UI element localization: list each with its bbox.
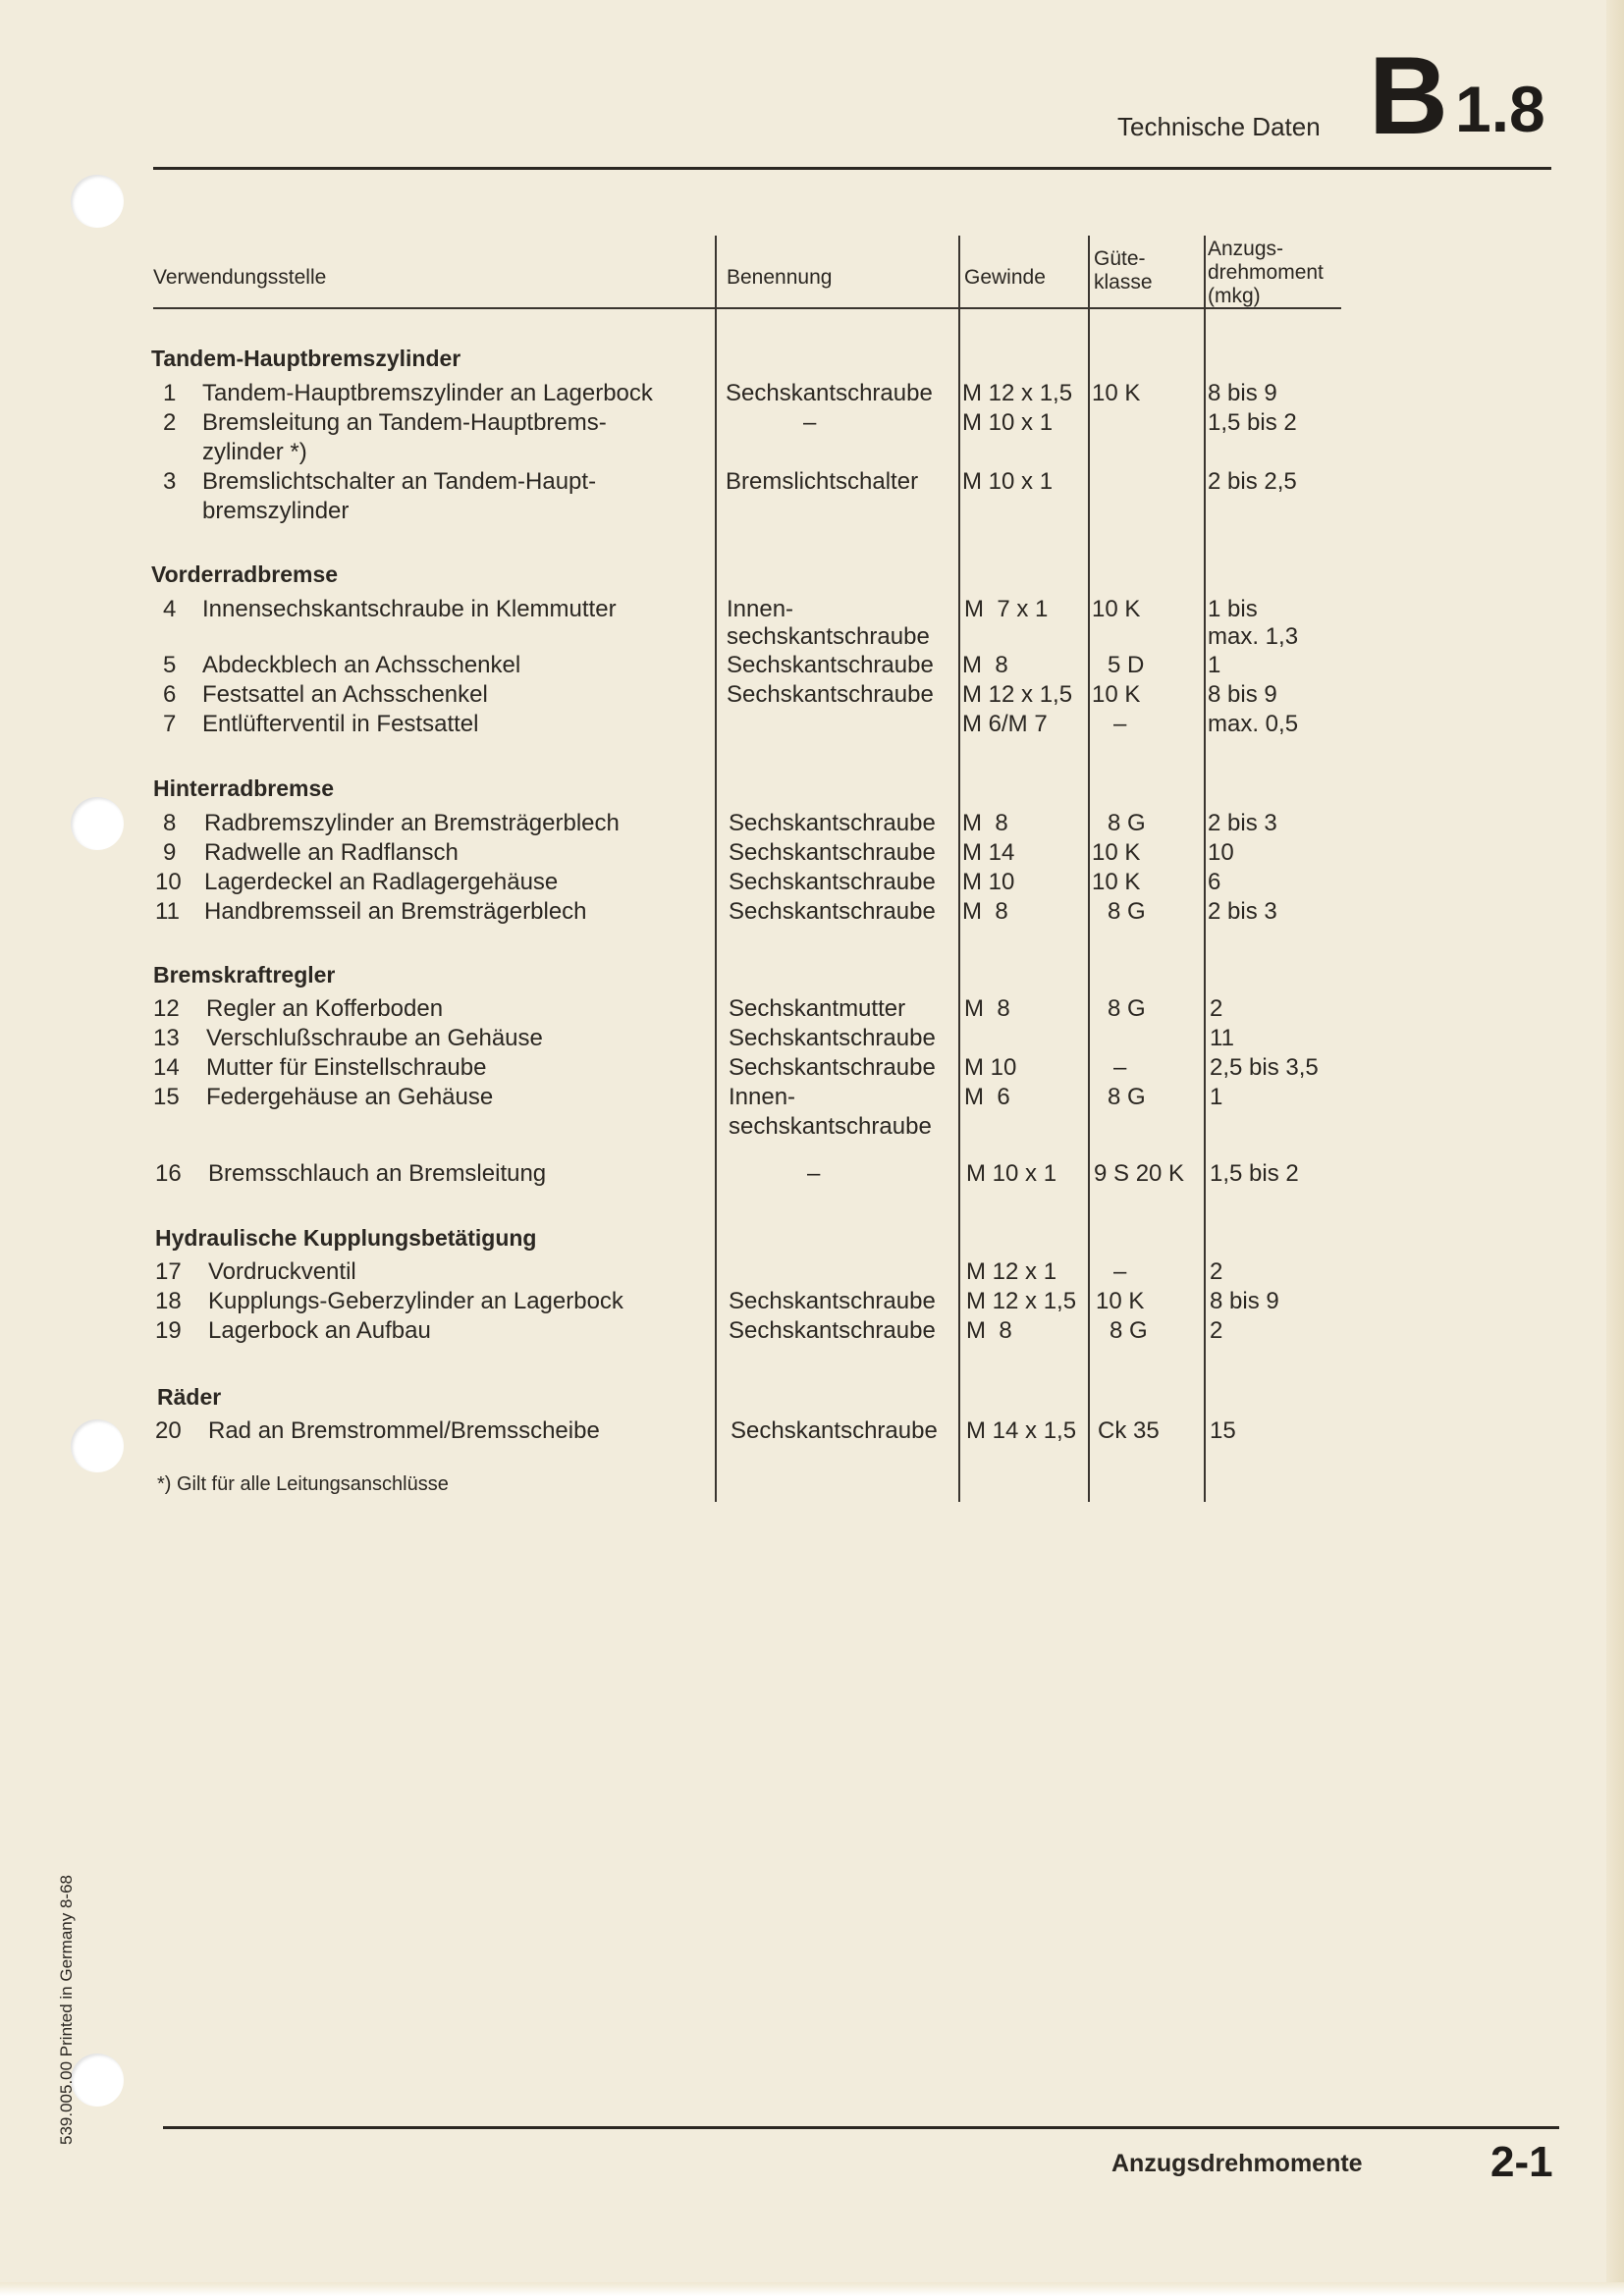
row-guete: 5 D xyxy=(1108,652,1145,678)
column-header-gewinde: Gewinde xyxy=(964,266,1046,289)
row-benennung: sechskantschraube xyxy=(729,1113,932,1140)
header-title: Technische Daten xyxy=(1117,112,1321,141)
row-moment: 1,5 bis 2 xyxy=(1210,1160,1299,1187)
row-moment: 11 xyxy=(1210,1025,1234,1051)
row-guete: 10 K xyxy=(1092,681,1141,708)
row-moment: 2 bis 2,5 xyxy=(1208,468,1297,495)
row-benennung: Innen- xyxy=(729,1084,796,1110)
row-gewinde: M 14 xyxy=(962,839,1015,866)
row-benennung: Sechskantschraube xyxy=(729,1054,936,1081)
page-number: 2-1 xyxy=(1490,2138,1553,2186)
row-description: Handbremsseil an Bremsträgerblech xyxy=(204,898,587,925)
row-moment: 1 xyxy=(1210,1084,1223,1110)
row-guete: 8 G xyxy=(1108,1084,1146,1110)
row-number: 16 xyxy=(155,1160,182,1187)
row-description: Federgehäuse an Gehäuse xyxy=(206,1084,494,1110)
row-moment: 2 bis 3 xyxy=(1208,898,1277,925)
section-heading-tandem: Tandem-Hauptbremszylinder xyxy=(151,346,461,371)
row-moment: 10 xyxy=(1208,839,1234,866)
row-number: 14 xyxy=(153,1054,180,1081)
row-guete: – xyxy=(1113,1054,1127,1081)
row-number: 8 xyxy=(163,810,177,836)
row-moment: max. 0,5 xyxy=(1208,711,1299,737)
row-guete: Ck 35 xyxy=(1098,1417,1160,1444)
row-benennung: Bremslichtschalter xyxy=(726,468,919,495)
row-moment: 8 bis 9 xyxy=(1208,380,1277,406)
row-benennung: – xyxy=(803,409,817,436)
row-description: Verschlußschraube an Gehäuse xyxy=(206,1025,543,1051)
section-heading-kupplung: Hydraulische Kupplungsbetätigung xyxy=(155,1225,537,1251)
row-number: 9 xyxy=(163,839,177,866)
row-gewinde: M 10 x 1 xyxy=(962,409,1054,436)
row-guete: 9 S 20 K xyxy=(1094,1160,1185,1187)
row-number: 2 xyxy=(163,409,177,436)
row-gewinde: M 10 xyxy=(962,869,1015,895)
row-description: Radbremszylinder an Bremsträgerblech xyxy=(204,810,620,836)
row-benennung: Sechskantschraube xyxy=(731,1417,938,1444)
column-header-guete: Güte- klasse xyxy=(1094,247,1153,294)
punch-hole xyxy=(71,2054,124,2107)
row-benennung: Sechskantschraube xyxy=(729,1025,936,1051)
row-moment: max. 1,3 xyxy=(1208,623,1299,650)
row-description: Lagerbock an Aufbau xyxy=(208,1317,431,1344)
row-benennung: Sechskantschraube xyxy=(729,810,936,836)
row-number: 5 xyxy=(163,652,177,678)
row-gewinde: M 8 xyxy=(962,810,1008,836)
row-description: Entlüfterventil in Festsattel xyxy=(202,711,479,737)
row-gewinde: M 6/M 7 xyxy=(962,711,1048,737)
header-section-number: 1.8 xyxy=(1455,73,1545,145)
section-heading-raeder: Räder xyxy=(157,1384,222,1410)
bottom-edge xyxy=(0,2282,1624,2296)
row-benennung: Sechskantschraube xyxy=(727,652,934,678)
print-info: 539.005.00 Printed in Germany 8-68 xyxy=(57,1874,76,2145)
column-divider xyxy=(1204,236,1206,1502)
column-divider xyxy=(958,236,960,1502)
row-description: Abdeckblech an Achsschenkel xyxy=(202,652,521,678)
row-number: 6 xyxy=(163,681,177,708)
column-divider xyxy=(1088,236,1090,1502)
section-heading-vorderradbremse: Vorderradbremse xyxy=(151,561,339,587)
row-description: Bremsleitung an Tandem-Hauptbrems- xyxy=(202,409,607,436)
row-moment: 2 xyxy=(1210,995,1223,1022)
row-description: Radwelle an Radflansch xyxy=(204,839,459,866)
row-benennung: – xyxy=(807,1160,821,1187)
row-benennung: Sechskantmutter xyxy=(729,995,906,1022)
row-moment: 2,5 bis 3,5 xyxy=(1210,1054,1319,1081)
row-benennung: Innen- xyxy=(727,596,794,622)
row-description: Mutter für Einstellschraube xyxy=(206,1054,487,1081)
row-gewinde: M 12 x 1 xyxy=(966,1258,1057,1285)
row-gewinde: M 12 x 1,5 xyxy=(966,1288,1077,1314)
header-section-letter: B xyxy=(1369,34,1448,157)
row-description: Innensechskantschraube in Klemmutter xyxy=(202,596,617,622)
section-heading-hinterradbremse: Hinterradbremse xyxy=(153,775,335,801)
row-gewinde: M 10 xyxy=(964,1054,1017,1081)
punch-hole xyxy=(71,175,124,228)
row-moment: 2 bis 3 xyxy=(1208,810,1277,836)
row-gewinde: M 8 xyxy=(962,898,1008,925)
row-benennung: Sechskantschraube xyxy=(729,1317,936,1344)
row-benennung: Sechskantschraube xyxy=(729,1288,936,1314)
row-benennung: Sechskantschraube xyxy=(727,681,934,708)
row-number: 7 xyxy=(163,711,177,737)
row-number: 18 xyxy=(155,1288,182,1314)
footer-rule xyxy=(163,2126,1559,2129)
row-gewinde: M 14 x 1,5 xyxy=(966,1417,1077,1444)
row-description: Kupplungs-Geberzylinder an Lagerbock xyxy=(208,1288,623,1314)
header-rule xyxy=(153,167,1551,170)
row-moment: 8 bis 9 xyxy=(1208,681,1277,708)
row-description: Lagerdeckel an Radlagergehäuse xyxy=(204,869,559,895)
row-gewinde: M 8 xyxy=(964,995,1010,1022)
row-benennung: Sechskantschraube xyxy=(729,869,936,895)
row-gewinde: M 12 x 1,5 xyxy=(962,681,1073,708)
row-gewinde: M 10 x 1 xyxy=(966,1160,1057,1187)
row-moment: 1,5 bis 2 xyxy=(1208,409,1297,436)
footnote: *) Gilt für alle Leitungsanschlüsse xyxy=(157,1473,449,1495)
row-guete: 8 G xyxy=(1108,995,1146,1022)
row-description: Vordruckventil xyxy=(208,1258,356,1285)
row-guete: 10 K xyxy=(1096,1288,1145,1314)
row-benennung: Sechskantschraube xyxy=(729,839,936,866)
column-header-anzugsdrehmoment: Anzugs- drehmoment (mkg) xyxy=(1208,238,1324,307)
row-description: zylinder *) xyxy=(202,439,307,465)
row-description: bremszylinder xyxy=(202,498,350,524)
row-gewinde: M 10 x 1 xyxy=(962,468,1054,495)
row-moment: 2 xyxy=(1210,1258,1223,1285)
footer-title: Anzugsdrehmomente xyxy=(1111,2150,1363,2177)
row-moment: 2 xyxy=(1210,1317,1223,1344)
row-gewinde: M 8 xyxy=(962,652,1008,678)
row-description: Bremsschlauch an Bremsleitung xyxy=(208,1160,547,1187)
row-guete: 8 G xyxy=(1110,1317,1148,1344)
row-gewinde: M 8 xyxy=(966,1317,1012,1344)
row-number: 10 xyxy=(155,869,182,895)
row-number: 3 xyxy=(163,468,177,495)
row-description: Festsattel an Achsschenkel xyxy=(202,681,488,708)
row-number: 20 xyxy=(155,1417,182,1444)
row-number: 12 xyxy=(153,995,180,1022)
row-moment: 6 xyxy=(1208,869,1221,895)
row-benennung: Sechskantschraube xyxy=(729,898,936,925)
row-description: Tandem-Hauptbremszylinder an Lagerbock xyxy=(202,380,653,406)
row-guete: – xyxy=(1113,711,1127,737)
column-header-benennung: Benennung xyxy=(727,266,833,289)
row-guete: 10 K xyxy=(1092,839,1141,866)
row-guete: 10 K xyxy=(1092,869,1141,895)
row-guete: – xyxy=(1113,1258,1127,1285)
punch-hole xyxy=(71,797,124,850)
row-gewinde: M 12 x 1,5 xyxy=(962,380,1073,406)
row-guete: 8 G xyxy=(1108,898,1146,925)
page-edge xyxy=(1606,0,1624,2296)
row-gewinde: M 6 xyxy=(964,1084,1010,1110)
row-number: 17 xyxy=(155,1258,182,1285)
column-header-verwendungsstelle: Verwendungsstelle xyxy=(153,266,327,289)
row-benennung: Sechskantschraube xyxy=(726,380,933,406)
row-number: 1 xyxy=(163,380,177,406)
row-guete: 10 K xyxy=(1092,380,1141,406)
section-heading-bremskraftregler: Bremskraftregler xyxy=(153,962,336,988)
row-benennung: sechskantschraube xyxy=(727,623,930,650)
table-header-rule xyxy=(153,307,1341,309)
row-number: 19 xyxy=(155,1317,182,1344)
row-description: Rad an Bremstrommel/Bremsscheibe xyxy=(208,1417,600,1444)
column-divider xyxy=(715,236,717,1502)
row-moment: 15 xyxy=(1210,1417,1236,1444)
row-guete: 8 G xyxy=(1108,810,1146,836)
row-number: 15 xyxy=(153,1084,180,1110)
row-guete: 10 K xyxy=(1092,596,1141,622)
punch-hole xyxy=(71,1419,124,1472)
row-description: Bremslichtschalter an Tandem-Haupt- xyxy=(202,468,597,495)
row-moment: 1 xyxy=(1208,652,1221,678)
row-description: Regler an Kofferboden xyxy=(206,995,444,1022)
row-moment: 1 bis xyxy=(1208,596,1258,622)
row-number: 13 xyxy=(153,1025,180,1051)
row-number: 11 xyxy=(155,898,180,925)
row-number: 4 xyxy=(163,596,177,622)
row-moment: 8 bis 9 xyxy=(1210,1288,1279,1314)
row-gewinde: M 7 x 1 xyxy=(964,596,1049,622)
